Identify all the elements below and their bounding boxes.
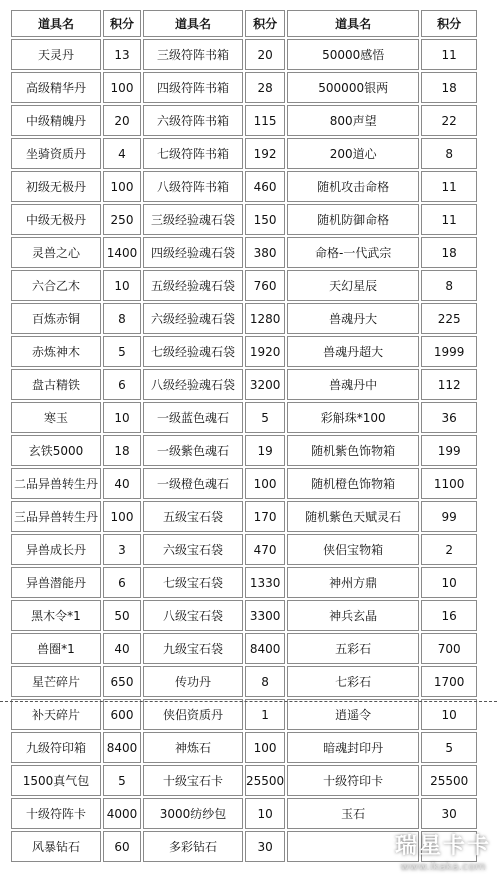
item-name-cell: 命格-一代武宗 [287,237,419,268]
table-row [11,72,477,103]
item-name-cell: 天灵丹 [11,39,101,70]
points-cell: 18 [421,72,477,103]
table-row [11,501,477,532]
points-cell: 10 [245,798,285,829]
item-name-cell: 一级橙色魂石 [143,468,243,499]
points-cell: 19 [245,435,285,466]
points-cell: 36 [421,402,477,433]
points-cell: 60 [103,831,141,862]
item-name-cell: 三级符阵书箱 [143,39,243,70]
table-row [11,270,477,301]
points-cell: 1700 [421,666,477,697]
table-row [11,666,477,697]
points-cell: 115 [245,105,285,136]
header-points: 积分 [245,10,285,37]
item-name-cell: 初级无极丹 [11,171,101,202]
item-name-cell: 玉石 [287,798,419,829]
points-cell: 99 [421,501,477,532]
item-name-cell: 兽圈*1 [11,633,101,664]
header-points: 积分 [421,10,477,37]
item-name-cell: 侠侣资质丹 [143,699,243,730]
table-row [11,765,477,796]
table-row [11,171,477,202]
item-name-cell: 二品异兽转生丹 [11,468,101,499]
watermark-title: 瑞星卡卡 [394,834,491,859]
item-name-cell: 3000纺纱包 [143,798,243,829]
item-name-cell: 七级经验魂石袋 [143,336,243,367]
table-row [11,600,477,631]
item-name-cell: 天幻星辰 [287,270,419,301]
points-cell: 1920 [245,336,285,367]
points-cell: 6 [103,567,141,598]
points-cell: 1280 [245,303,285,334]
item-name-cell: 随机橙色饰物箱 [287,468,419,499]
item-name-cell: 五级宝石袋 [143,501,243,532]
points-cell: 100 [245,732,285,763]
points-cell: 100 [103,72,141,103]
item-name-cell: 500000银两 [287,72,419,103]
table-row [11,435,477,466]
points-cell: 22 [421,105,477,136]
item-name-cell: 六级符阵书箱 [143,105,243,136]
item-name-cell: 八级宝石袋 [143,600,243,631]
points-cell: 380 [245,237,285,268]
table-row [11,468,477,499]
points-cell: 11 [421,204,477,235]
item-name-cell: 神州方鼎 [287,567,419,598]
points-cell: 100 [103,501,141,532]
item-name-cell: 异兽成长丹 [11,534,101,565]
points-cell: 10 [421,699,477,730]
points-cell: 8 [103,303,141,334]
header-item-name: 道具名 [287,10,419,37]
points-cell: 30 [421,798,477,829]
item-name-cell: 黑木令*1 [11,600,101,631]
item-name-cell: 七彩石 [287,666,419,697]
item-name-cell: 盘古精铁 [11,369,101,400]
item-name-cell: 四级符阵书箱 [143,72,243,103]
table-header-row [11,10,477,37]
item-name-cell: 随机防御命格 [287,204,419,235]
points-cell: 112 [421,369,477,400]
item-name-cell: 四级经验魂石袋 [143,237,243,268]
item-name-cell: 星芒碎片 [11,666,101,697]
item-name-cell: 六合乙木 [11,270,101,301]
table-row [11,138,477,169]
item-name-cell: 七级符阵书箱 [143,138,243,169]
item-name-cell: 中级精魄丹 [11,105,101,136]
points-cell: 1400 [103,237,141,268]
points-cell: 460 [245,171,285,202]
points-cell: 1330 [245,567,285,598]
points-cell: 25500 [421,765,477,796]
item-points-table [9,8,479,864]
points-cell: 18 [103,435,141,466]
points-cell: 5 [103,336,141,367]
points-cell: 16 [421,600,477,631]
item-name-cell: 200道心 [287,138,419,169]
item-name-cell: 十级符印卡 [287,765,419,796]
points-cell: 170 [245,501,285,532]
header-item-name: 道具名 [143,10,243,37]
points-cell: 250 [103,204,141,235]
item-name-cell: 暗魂封印丹 [287,732,419,763]
item-name-cell: 补天碎片 [11,699,101,730]
item-name-cell: 兽魂丹大 [287,303,419,334]
points-cell: 150 [245,204,285,235]
item-name-cell: 兽魂丹中 [287,369,419,400]
item-name-cell: 九级宝石袋 [143,633,243,664]
item-name-cell: 坐骑资质丹 [11,138,101,169]
item-name-cell: 五彩石 [287,633,419,664]
points-cell: 30 [245,831,285,862]
item-name-cell: 兽魂丹超大 [287,336,419,367]
item-name-cell: 中级无极丹 [11,204,101,235]
points-cell: 20 [245,39,285,70]
points-cell: 13 [103,39,141,70]
points-cell: 5 [245,402,285,433]
points-cell: 11 [421,39,477,70]
table-body [11,39,477,862]
points-cell: 1 [245,699,285,730]
points-cell: 600 [103,699,141,730]
points-cell: 225 [421,303,477,334]
points-cell: 470 [245,534,285,565]
points-cell: 11 [421,171,477,202]
dashed-separator-line [0,701,497,702]
item-name-cell: 神兵玄晶 [287,600,419,631]
item-name-cell: 传功丹 [143,666,243,697]
item-name-cell: 高级精华丹 [11,72,101,103]
item-name-cell: 随机攻击命格 [287,171,419,202]
table-row [11,534,477,565]
item-name-cell: 六级经验魂石袋 [143,303,243,334]
table-row [11,699,477,730]
item-name-cell: 一级紫色魂石 [143,435,243,466]
item-name-cell: 800声望 [287,105,419,136]
item-name-cell: 五级经验魂石袋 [143,270,243,301]
item-name-cell: 寒玉 [11,402,101,433]
watermark-url: www.ikaka.com [400,860,486,873]
header-points: 积分 [103,10,141,37]
points-cell: 192 [245,138,285,169]
item-name-cell: 随机紫色饰物箱 [287,435,419,466]
item-name-cell: 彩斛珠*100 [287,402,419,433]
item-name-cell: 赤炼神木 [11,336,101,367]
item-name-cell: 百炼赤铜 [11,303,101,334]
item-name-cell: 灵兽之心 [11,237,101,268]
table-row [11,303,477,334]
points-cell: 8400 [245,633,285,664]
points-cell: 6 [103,369,141,400]
points-cell: 700 [421,633,477,664]
table-row [11,798,477,829]
item-name-cell: 三级经验魂石袋 [143,204,243,235]
table-row [11,402,477,433]
points-cell: 1100 [421,468,477,499]
points-cell: 5 [103,765,141,796]
points-cell: 8 [421,270,477,301]
points-cell: 8 [245,666,285,697]
item-name-cell: 十级宝石卡 [143,765,243,796]
points-cell: 3200 [245,369,285,400]
points-cell: 3300 [245,600,285,631]
points-cell: 4 [103,138,141,169]
table-row [11,732,477,763]
points-cell: 40 [103,633,141,664]
points-cell: 8400 [103,732,141,763]
points-cell: 199 [421,435,477,466]
item-name-cell: 逍遥令 [287,699,419,730]
points-cell: 18 [421,237,477,268]
points-cell: 3 [103,534,141,565]
points-cell: 100 [245,468,285,499]
ikaka-watermark [395,829,491,873]
table-row [11,369,477,400]
item-name-cell: 十级符阵卡 [11,798,101,829]
points-cell: 4000 [103,798,141,829]
points-cell: 8 [421,138,477,169]
item-name-cell: 八级经验魂石袋 [143,369,243,400]
item-name-cell: 玄铁5000 [11,435,101,466]
item-name-cell: 随机紫色天赋灵石 [287,501,419,532]
item-name-cell: 九级符印箱 [11,732,101,763]
points-cell: 28 [245,72,285,103]
item-name-cell: 50000感悟 [287,39,419,70]
points-cell: 40 [103,468,141,499]
item-name-cell: 异兽潜能丹 [11,567,101,598]
points-table-container [9,8,479,864]
table-row [11,105,477,136]
item-name-cell: 三品异兽转生丹 [11,501,101,532]
item-name-cell: 八级符阵书箱 [143,171,243,202]
points-cell: 10 [103,270,141,301]
points-cell: 20 [103,105,141,136]
points-cell: 5 [421,732,477,763]
points-cell: 760 [245,270,285,301]
points-cell: 1999 [421,336,477,367]
table-row [11,237,477,268]
item-name-cell: 侠侣宝物箱 [287,534,419,565]
table-row [11,204,477,235]
points-cell: 25500 [245,765,285,796]
item-name-cell: 一级蓝色魂石 [143,402,243,433]
points-cell: 10 [421,567,477,598]
item-name-cell: 六级宝石袋 [143,534,243,565]
table-row [11,633,477,664]
item-name-cell: 神炼石 [143,732,243,763]
points-cell: 100 [103,171,141,202]
item-name-cell: 多彩钻石 [143,831,243,862]
points-cell: 10 [103,402,141,433]
points-cell: 650 [103,666,141,697]
points-cell: 2 [421,534,477,565]
item-name-cell: 1500真气包 [11,765,101,796]
points-cell: 50 [103,600,141,631]
item-name-cell: 风暴钻石 [11,831,101,862]
table-row [11,39,477,70]
header-item-name: 道具名 [11,10,101,37]
table-row [11,336,477,367]
item-name-cell: 七级宝石袋 [143,567,243,598]
table-row [11,567,477,598]
